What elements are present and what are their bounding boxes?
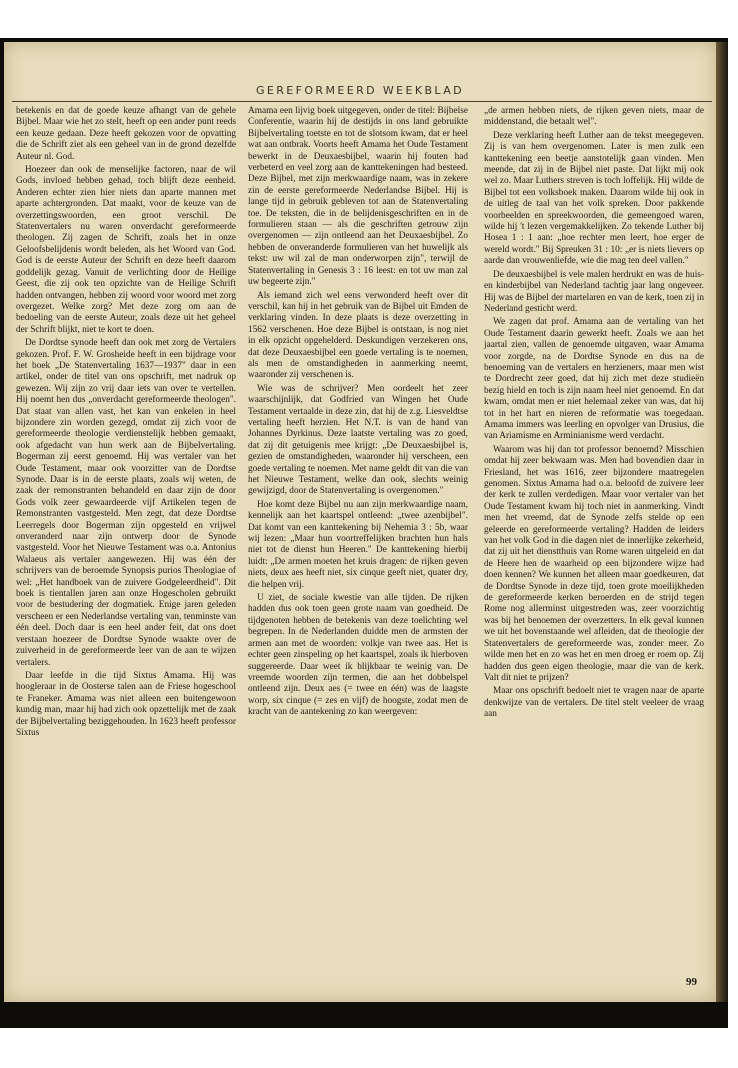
text-column-3 <box>484 106 704 723</box>
text-column-2 <box>248 106 468 721</box>
paragraph: De deuxaesbijbel is vele malen herdrukt en was de huis- en kinderbijbel van Nederland tachtig jaar lang ongeveer. Hij was de Bijbel der martelaren en van de kerk, toen zij in Nederland gesticht werd. <box>484 269 704 314</box>
paragraph: betekenis en dat de goede keuze afhangt van de gehele Bijbel. Maar wie het zo stelt, heeft op een ander punt reeds een keuze gedaan. Deze heeft gekozen voor de opvatting die de Schrift ziet als een geheel van in de grond dezelfde Auteur nl. God. <box>16 106 236 162</box>
paragraph: Hoezeer dan ook de menselijke factoren, naar de wil Gods, invloed hebben gehad, toch blijft deze eenheid. Anderen echter zien hier niets dan aparte mannen met aparte achtergronden. Dat maakt, voor de keuze van de overzettingswoorden, een groot verschil. De Statenvertalers nu waren onverdacht gereformeerde theologen. Zij zagen de Schrift, zoals het in onze Geloofsbelijdenis wordt beleden, als het Woord van God. God is de eerste Auteur der Schrift en deze heeft daarom goddelijk gezag. Vanuit de verlichting door de Heilige Geest, die zij ook ten opzichte van de Heilige Schrift hadden ontvangen, hebben zij woord voor woord met zorg overgezet. Welke zorg? Met deze zorg om aan de bedoeling van de eerste Auteur, zoals deze uit het geheel der Schrift blijkt, niet te kort te doen. <box>16 165 236 335</box>
binding-shadow <box>716 42 728 1002</box>
paragraph: Maar ons opschrift bedoelt niet te vragen naar de aparte denkwijze van de vertalers. De titel stelt veeleer de vraag aan <box>484 686 704 720</box>
paragraph: De Dordtse synode heeft dan ook met zorg de Vertalers gekozen. Prof. F. W. Grosheide heeft in een bijdrage voor het boek „De Statenvertaling 1637—1937" daar in een artikel, onder de titel van ons opschrift, met nadruk op gewezen. Wij zijn zo vrij daar iets van over te vertellen. Hij noemt hen dus „onverdacht gereformeerde theologen". Dat staat van allen vast, het kan van enkelen in heel bijzondere zin worden gezegd, omdat zij zich voor de gereformeerde theologie verdienstelijk hebben gemaakt, ook afgedacht van hun werk aan de Bijbelvertaling. Bogerman zij eerst genoemd. Hij was vertaler van het Oude Testament, maar ook voorzitter van de Dordtse Synode. Daar is in de eerste plaats, zoals wij weten, de zaak der remonstranten behandeld en daar zijn de door Gods volk zeer gewaardeerde vijf Artikelen tegen de Remonstranten vastgesteld. Men zegt, dat deze Dordtse Leerregels door Bogerman zijn opgesteld en vrijwel onveranderd naar zijn ontwerp door de Synode vastgesteld. Voor het Nieuwe Testament was o.a. Antonius Walaeus als vertaler aangewezen. Hij was één der schrijvers van de beroemde Synopsis purios Theologiae of wel: „Het handboek van de zuivere Godgeleerdheid". Dit boek is tientallen jaren aan onze Hogescholen gebruikt voor de bestudering der dogmatiek. Enige jaren geleden verscheen er een Nederlandse vertaling van, tenminste van één deel. Doch daar is een heel ander feit, dat ons doet verstaan hoezeer de Dordtse Synode waakte over de zuiverheid in de gereformeerde leer van de aan te wijzen vertalers. <box>16 338 236 668</box>
header-rule <box>12 101 712 102</box>
paragraph: Als iemand zich wel eens verwonderd heeft over dit verschil, kan hij in het gebruik van de Bijbel uit Emden de verklaring vinden. In deze plaats is deze overzetting in 1562 verschenen. Hoe deze Bijbel is ontstaan, is nog niet in elk opzicht opgehelderd. Deskundigen verzekeren ons, dat deze Deuxaesbijbel een goede vertaling is te noemen, als men de omstandigheden in aanmerking neemt, waaronder zij verschenen is. <box>248 290 468 381</box>
text-column-1 <box>16 106 236 741</box>
paragraph: Waarom was hij dan tot professor benoemd? Misschien omdat hij zeer bekwaam was. Men had bovendien daar in Friesland, het was 1616, zeer bijzondere maatregelen genomen. Sixtus Amama had o.a. beloofd de zuivere leer der kerk te zullen verdedigen. Maar voor vertaler van het Oude Testament kwam hij toch niet in aanmerking. Vindt men het vreemd, dat de Synode zelfs stelde op een geleerde en gereformeerde vertaling? Hadden de leiders van het volk God in die dagen niet de innerlijke zekerheid, dat zij uit het dienstthuis van Rome waren uitgeleid en dat de Heere hen de waarheid op een bijzondere wijze had doen kennen? We kunnen het alleen maar goedkeuren, dat de Dordtse Synode in deze tijd, toen grote moeilijkheden de gereformeerde kerken beroerden en de strijd tegen Rome nog allerminst uitgestreden was, zeer voorzichtig was bij het benoemen der overzetters. In elk geval kunnen we uit het bovenstaande wel afleiden, dat de theologie der Statenvertalers de gereformeerde was, zonder meer. Zo wilde men het en zo was het en men droeg er roem op. Zij hadden dus geen eigen theologie, maar die van de kerk. Valt dit niet te prijzen? <box>484 444 704 683</box>
paragraph: Hoe komt deze Bijbel nu aan zijn merkwaardige naam, kennelijk aan het kaartspel ontleend: „twee azenbijbel". Dat komt van een kanttekening bij Nehemia 3 : 5b, waar wij lezen: „Maar hun voortreffelijken brachten hun hals niet tot de dienst hun Heeren." De kanttekening hierbij luidt: „De armen moeten het kruis dragen: de rijken geven niets, deux aes heeft niet, six cinque geeft niet, quater dry, die helpen vrij. <box>248 499 468 590</box>
paragraph: U ziet, de sociale kwestie van alle tijden. De rijken hadden dus ook toen geen grote naam van goedheid. De tijdgenoten hebben de betekenis van deze toelichting wel begrepen. In de Nederlanden duidde men de armsten der armen aan met de woorden: volkje van twee aas. Het is echter geen zinspeling op het kaartspel, zoals ik hierboven suggereerde. Daar weet ik blijkbaar te weinig van. De vreemde woorden zijn termen, die aan het dobbelspel ontleend zijn. Deux aes (= twee en één) was de laagste worp, six cinque (= zes en vijf) de hoogste, zodat men de kracht van de aantekening zo kan weergeven: <box>248 593 468 718</box>
paragraph: Daar leefde in die tijd Sixtus Amama. Hij was hoogleraar in de Oosterse talen aan de Friese hogeschool te Franeker. Amama was niet alleen een buitengewoon kundig man, maar hij had zich ook opzettelijk met de zaak der Bijbelvertaling beziggehouden. In 1623 heeft professor Sixtus <box>16 670 236 738</box>
paragraph: Deze verklaring heeft Luther aan de tekst meegegeven. Zij is van hem overgenomen. Later is men zulk een kanttekening een beetje aanstotelijk gaan vinden. Men meende, dat zij in de Bijbel niet paste. Dat lijkt mij ook wel zo. Maar Luthers streven is toch loffelijk. Hij wilde de Bijbel tot een volksboek maken. Daarom wilde hij ook in de uitleg de taal van het volk spreken. Door pakkende voorbeelden en spreekwoorden, die gemeengoed waren, wilde hij 't lezen vergemakkelijken. Zo tekende Luther bij Hosea 1 : 1 aan: „hoe rechter men leert, hoe erger de wereld wordt." Bij Spreuken 31 : 10: „er is niets lievers op aarde dan vrouwenliefde, wie die mag ten deel vallen." <box>484 130 704 267</box>
running-head: GEREFORMEERD WEEKBLAD <box>255 84 464 97</box>
paragraph: Wie was de schrijver? Men oordeelt het zeer waarschijnlijk, dat Godfried van Wingen het Oude Testament vertaalde in deze zin, dat hij de z.g. Liesveldtse vertaling heeft herzien. Het N.T. is van de hand van Johannes Dyrkinus. Deze laatste vertaling was zo goed, dat zij dit getuigenis mee krijgt: „De Deuxaesbijbel is, gezien de omstandigheden, waaronder hij verscheen, een goede vertaling te noemen. Met name geldt dit van die van het Nieuwe Testament, welke dan ook, slechts weinig gewijzigd, door de Statenvertaling is overgenomen." <box>248 383 468 497</box>
paragraph: We zagen dat prof. Amama aan de vertaling van het Oude Testament daarin gewerkt heeft. Zoals we aan het jaartal zien, vallen de genoemde uitgaven, waar Amama voor zorgde, na de Dordtse Synode en dus na de benoeming van de vertalers en herzieners, maar men wist te Dordrecht zeer goed, dat hij zich met deze studieën bezig hield en toch is zijn naam heel niet genoemd. En dat kwam, omdat men er niet helemaal zeker van was, dat hij tot in het hart en nieren de reformatie was toegedaan. Amama immers was leerling en opvolger van Drusius, die van Ariamisme en Arminianisme werd verdacht. <box>484 317 704 442</box>
paragraph: „de armen hebben niets, de rijken geven niets, maar de middenstand, die betaalt wel". <box>484 106 704 128</box>
page-number: 99 <box>686 976 697 988</box>
paragraph: Amama een lijvig boek uitgegeven, onder de titel: Bijbelse Conferentie, waarin hij de destijds in ons land gebruikte Bijbelvertaling toetste en tot de slotsom kwam, dat er heel wat aan ontbrak. Voorts heeft Amama het Oude Testament bewerkt in de Deuxaesbijbel, waarin hij fouten had verbeterd en veel zorg aan de kanttekeningen had besteed. Deze Bijbel, met zijn merkwaardige naam, was in zekere zin de eerste gereformeerde Nederlandse Bijbel. Hij is lange tijd in gebruik gebleven tot aan de Statenvertaling toe. De teksten, die in de belijdenisgeschriften en in de formulieren staan — als die geschriften getrouw zijn overgenomen — zijn ontleend aan het Deuxaesbijbel. Zo hebben de onveranderde formulieren van het huwelijk als tekst: uw wil zal de man onderworpen zijn", terwijl de Statenvertaling in Genesis 3 : 16 leest: en tot uw man zal uw begeerte zijn." <box>248 106 468 288</box>
